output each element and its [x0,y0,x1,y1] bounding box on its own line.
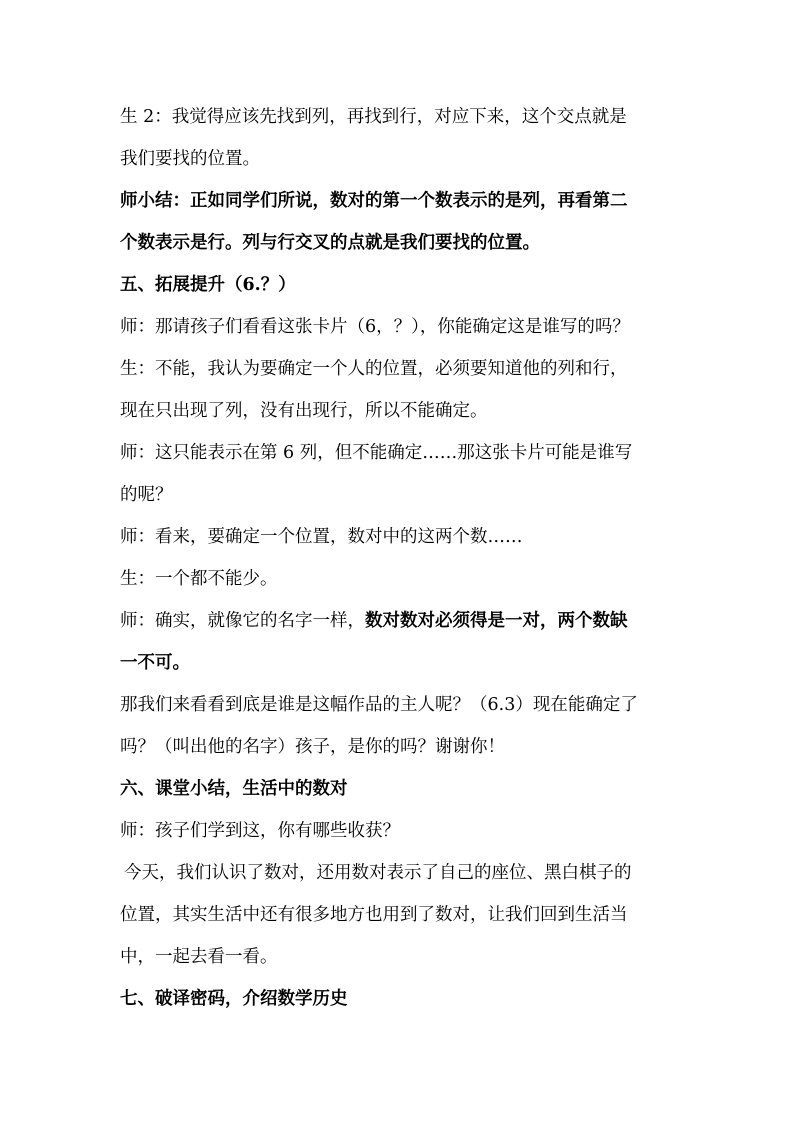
section-heading-7: 七、破译密码，介绍数学历史 [120,989,348,1009]
dialogue-line-teacher-card: 师：那请孩子们看看这张卡片（6，？），你能确定这是谁写的吗？ [120,317,630,337]
paragraph-summary-2: 位置，其实生活中还有很多地方也用到了数对，让我们回到生活当 [120,905,628,925]
paragraph-artwork-owner-1: 那我们来看看到底是谁是这幅作品的主人呢？（6.3）现在能确定了 [120,695,638,715]
dialogue-line-teacher-column: 师：这只能表示在第 6 列，但不能确定……那这张卡片可能是谁写 [120,443,633,463]
dialogue-line-teacher-confirm [120,610,680,632]
summary-line-1: 师小结：正如同学们所说，数对的第一个数表示的是列，再看第二 [120,191,628,211]
summary-line-2: 个数表示是行。列与行交叉的点就是我们要找的位置。 [120,233,540,253]
paragraph-line-2: 我们要找的位置。 [120,149,260,169]
dialogue-line-teacher-question: 的呢？ [120,485,173,505]
paragraph-line-1: 生 2：我觉得应该先找到列，再找到行，对应下来，这个交点就是 [120,107,627,127]
dialogue-line-teacher-gains: 师：孩子们学到这，你有哪些收获？ [120,821,400,841]
teacher-confirm-plain: 师：确实，就像它的名字一样， [120,611,365,631]
dialogue-line-teacher-confirm-end: 一不可。 [120,653,190,673]
dialogue-line-teacher-two-numbers: 师：看来，要确定一个位置，数对中的这两个数…… [120,527,523,547]
section-heading-6: 六、课堂小结，生活中的数对 [120,779,348,799]
paragraph-summary-3: 中，一起去看一看。 [120,947,278,967]
dialogue-line-student-1: 生：不能，我认为要确定一个人的位置，必须要知道他的列和行， [120,359,628,379]
teacher-confirm-bold: 数对数对必须得是一对，两个数缺 [365,611,628,631]
section-heading-5: 五、拓展提升（6.？） [120,275,296,295]
paragraph-artwork-owner-2: 吗？（叫出他的名字）孩子，是你的吗？谢谢你！ [120,737,505,757]
paragraph-summary-1: 今天，我们认识了数对，还用数对表示了自己的座位、黑白棋子的 [124,863,632,883]
dialogue-line-student-answer: 生：一个都不能少。 [120,569,278,589]
dialogue-line-student-2: 现在只出现了列，没有出现行，所以不能确定。 [120,401,488,421]
